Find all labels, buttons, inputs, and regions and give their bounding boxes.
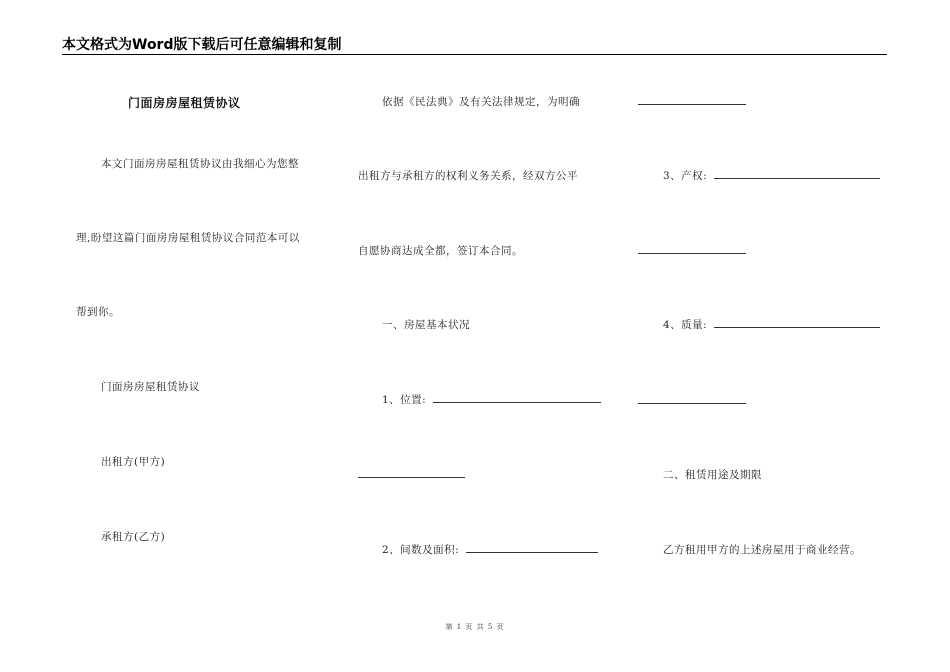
quality-blank-continued (638, 403, 746, 404)
intro-line-2: 理,盼望这篇门面房房屋租赁协议合同范本可以 (76, 232, 300, 244)
page-number: 第 1 页 共 5 页 (445, 623, 505, 631)
ownership-blank (714, 168, 880, 179)
location-field (382, 392, 601, 407)
location-blank (433, 392, 601, 403)
quality-label: 4、质量: (663, 319, 708, 331)
rooms-area-field (382, 542, 598, 557)
preamble-line-1: 依据《民法典》及有关法律规定，为明确 (382, 96, 580, 108)
ownership-label: 3、产权: (663, 170, 708, 182)
ownership-field (663, 168, 880, 183)
rooms-area-label: 2、间数及面积: (382, 544, 460, 556)
section-2-heading: 二、租赁用途及期限 (663, 469, 762, 481)
document-title: 门面房房屋租赁协议 (128, 96, 241, 110)
agreement-subtitle: 门面房房屋租赁协议 (101, 381, 200, 393)
document-header-title: 本文格式为Word版下载后可任意编辑和复制 (62, 37, 342, 53)
location-blank-continued (358, 477, 465, 478)
section-1-heading: 一、房屋基本状况 (382, 319, 470, 331)
rooms-area-blank (466, 542, 598, 553)
blank-line-top (638, 104, 746, 105)
lessor-label: 出租方(甲方) (101, 456, 166, 468)
lessee-label: 承租方(乙方) (101, 531, 166, 543)
intro-line-1: 本文门面房房屋租赁协议由我细心为您整 (101, 158, 299, 170)
ownership-blank-continued (638, 253, 746, 254)
quality-field (663, 317, 880, 332)
intro-line-3: 帮到你。 (76, 306, 120, 318)
preamble-line-2: 出租方与承租方的权利义务关系，经双方公平 (358, 170, 578, 182)
usage-text: 乙方租用甲方的上述房屋用于商业经营。 (663, 544, 861, 556)
preamble-line-3: 自愿协商达成全都，签订本合同。 (358, 245, 523, 257)
quality-blank (714, 317, 880, 328)
header-divider (62, 54, 887, 55)
location-label: 1、位置: (382, 394, 427, 406)
